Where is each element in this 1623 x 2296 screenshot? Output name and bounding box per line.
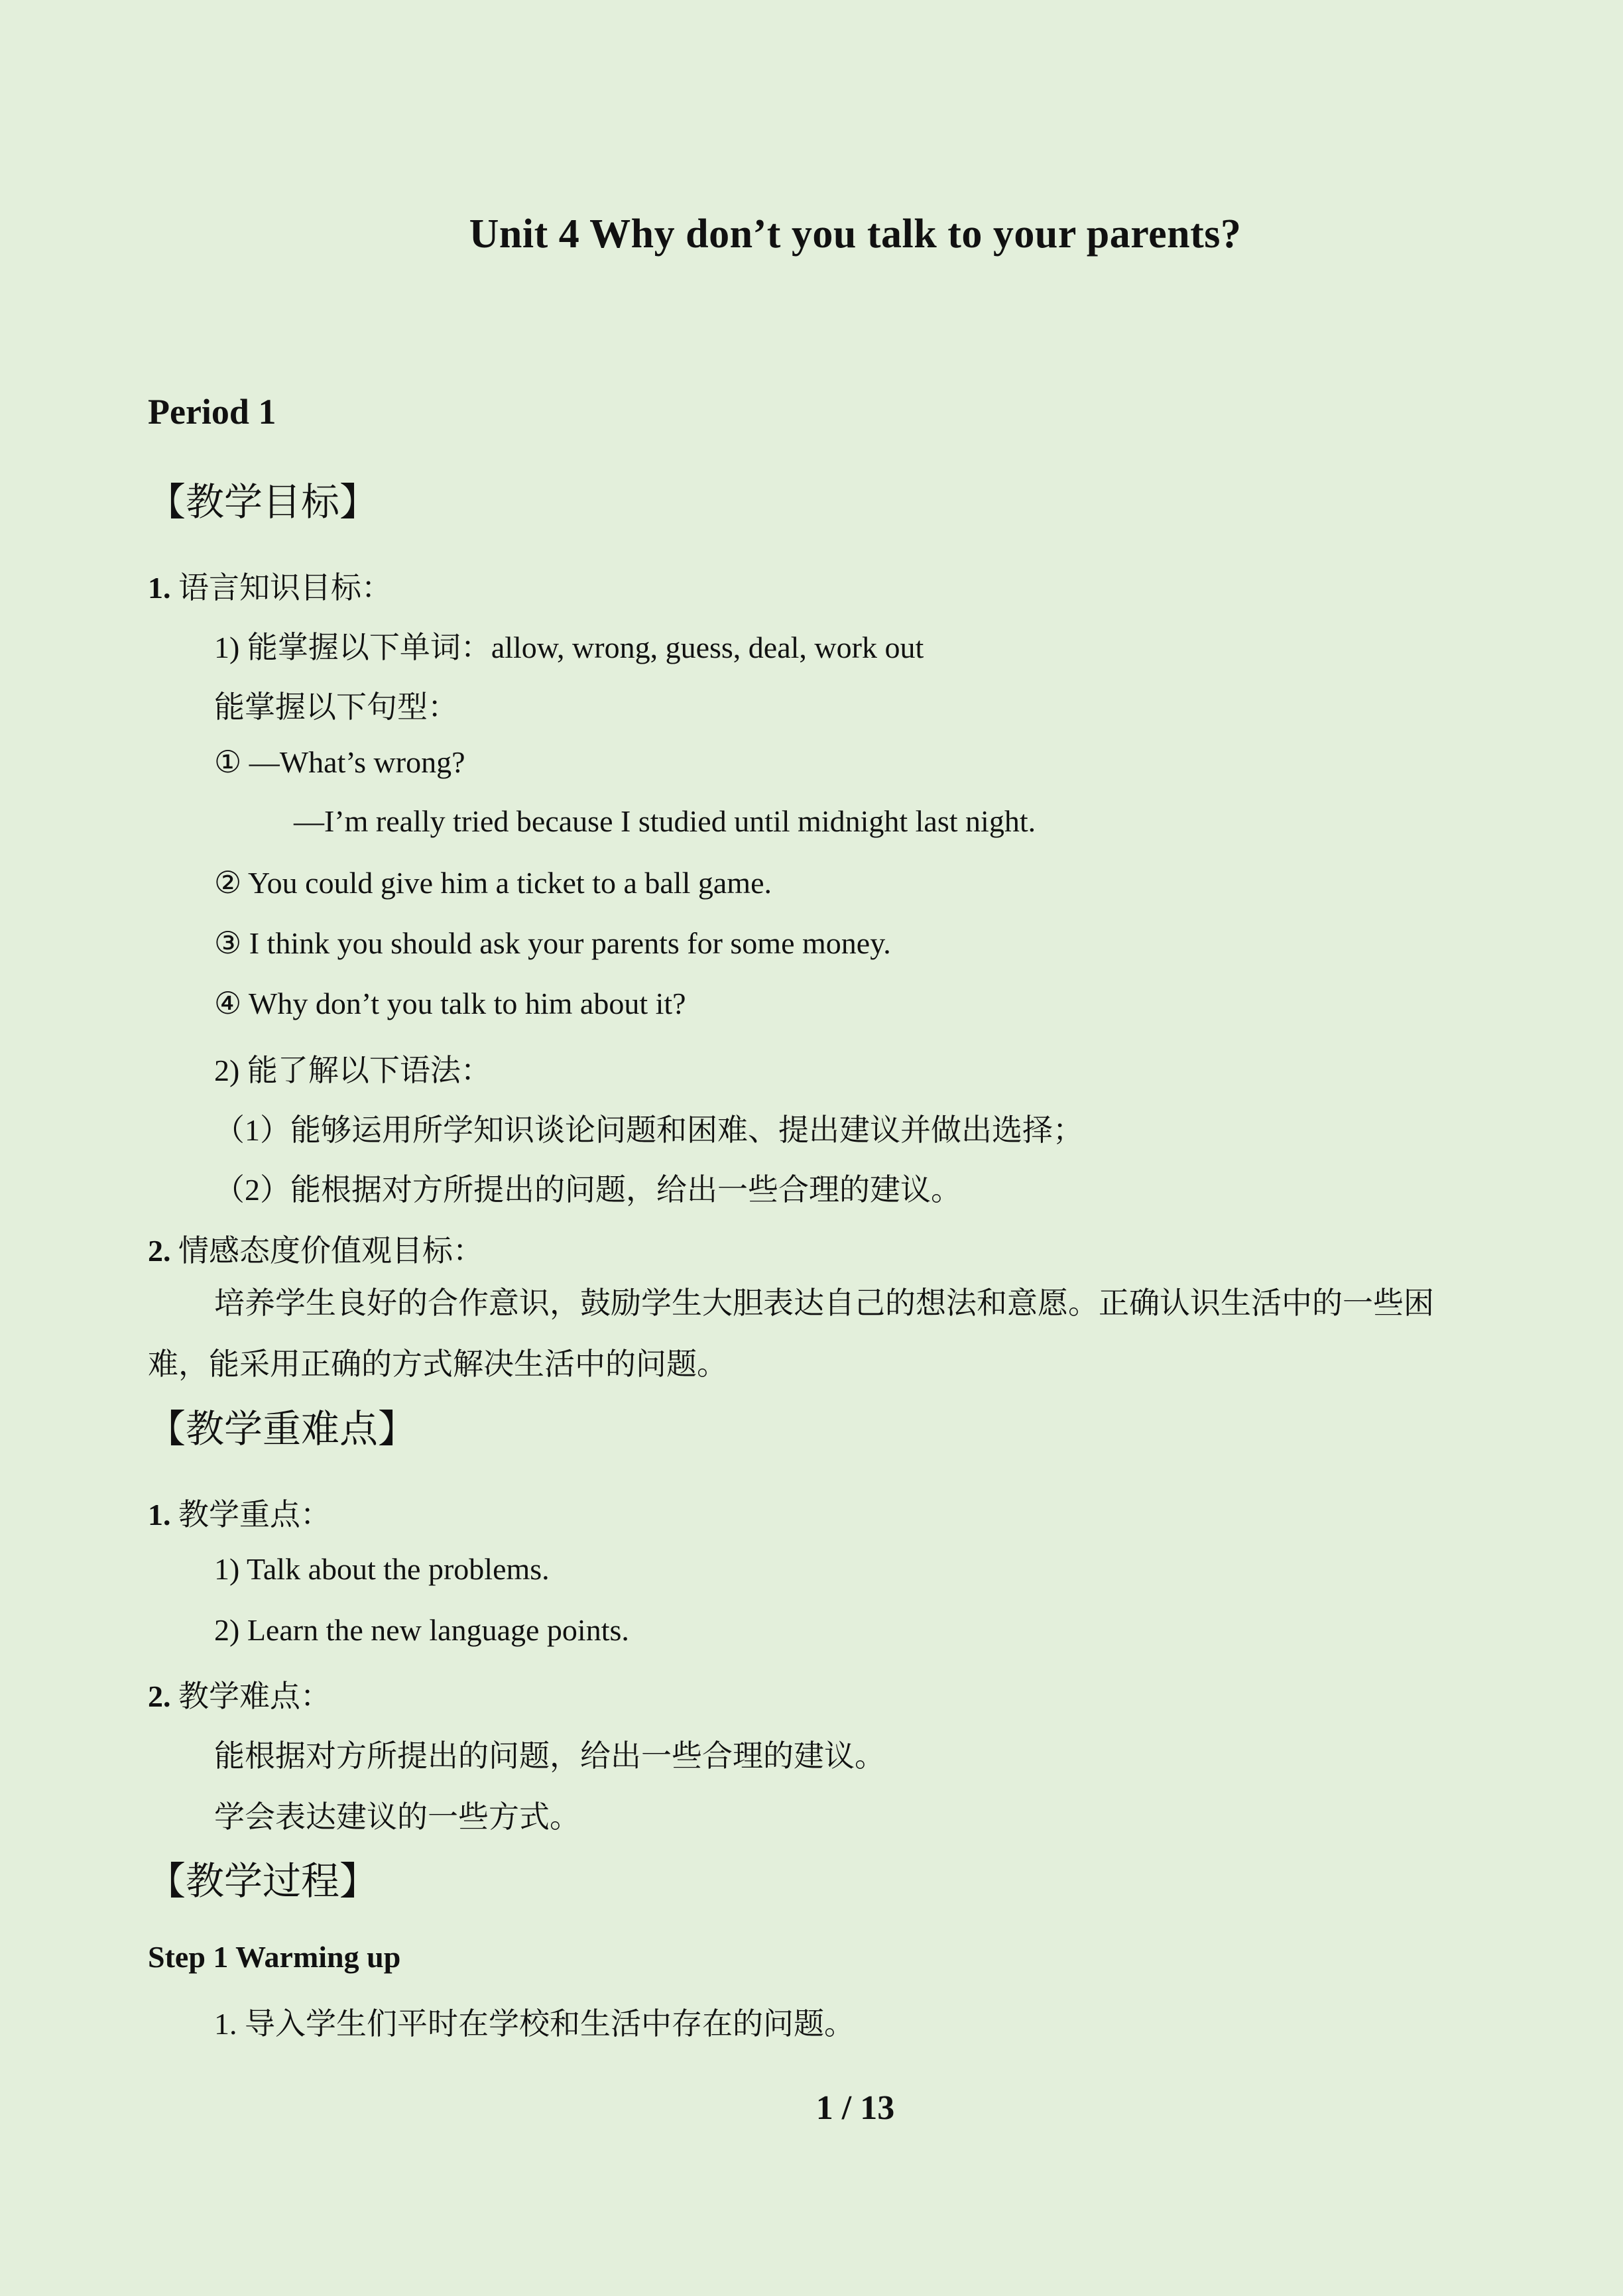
item-number: 2.: [148, 1679, 171, 1713]
item-heading: [148, 1672, 331, 1716]
section-heading-objectives: 【教学目标】: [147, 481, 379, 524]
text-line: 2) 能了解以下语法：: [214, 1054, 491, 1087]
text-line: 能掌握以下句型：: [214, 690, 458, 724]
item-heading: [148, 1490, 331, 1534]
sentence-pattern: ④ Why don’t you talk to him about it?: [214, 987, 686, 1020]
period-heading: Period 1: [148, 392, 276, 432]
section-heading-process: 【教学过程】: [147, 1860, 379, 1903]
text-line: 学会表达建议的一些方式。: [214, 1800, 580, 1834]
item-number: 2.: [148, 1234, 171, 1268]
item-label: 教学难点：: [178, 1679, 331, 1713]
paragraph: 培养学生良好的合作意识，鼓励学生大胆表达自己的想法和意愿。正确认识生活中的一些困难，能采用正确的方式解决生活中的问题。: [148, 1286, 1434, 1381]
step-heading: Step 1 Warming up: [148, 1940, 401, 1974]
document-title: Unit 4 Why don’t you talk to your parents?: [469, 211, 1242, 257]
text-line: 2) Learn the new language points.: [214, 1613, 629, 1647]
item-heading: [148, 1227, 483, 1270]
item-heading: [148, 564, 392, 607]
item-label: 情感态度价值观目标：: [178, 1234, 483, 1268]
text-line: （1）能够运用所学知识谈论问题和困难、提出建议并做出选择；: [214, 1113, 1083, 1147]
text-line: 1) Talk about the problems.: [214, 1552, 550, 1586]
text-line: 1. 导入学生们平时在学校和生活中存在的问题。: [214, 2007, 855, 2041]
section-heading-key-points: 【教学重难点】: [147, 1408, 417, 1451]
item-number: 1.: [148, 571, 171, 605]
sentence-pattern: ① —What’s wrong?: [214, 745, 465, 779]
text-line: 1) 能掌握以下单词：allow, wrong, guess, deal, work out: [214, 631, 924, 664]
sentence-pattern: ② You could give him a ticket to a ball game.: [214, 866, 772, 900]
text-line: （2）能根据对方所提出的问题，给出一些合理的建议。: [214, 1173, 961, 1207]
page-number: 1 / 13: [815, 2089, 895, 2127]
sentence-pattern: ③ I think you should ask your parents for some money.: [214, 926, 891, 960]
sentence-pattern-reply: —I’m really tried because I studied until midnight last night.: [294, 804, 1036, 838]
item-label: 教学重点：: [178, 1498, 331, 1532]
item-number: 1.: [148, 1498, 171, 1532]
item-label: 语言知识目标：: [178, 571, 392, 605]
text-line: 能根据对方所提出的问题，给出一些合理的建议。: [214, 1739, 885, 1773]
